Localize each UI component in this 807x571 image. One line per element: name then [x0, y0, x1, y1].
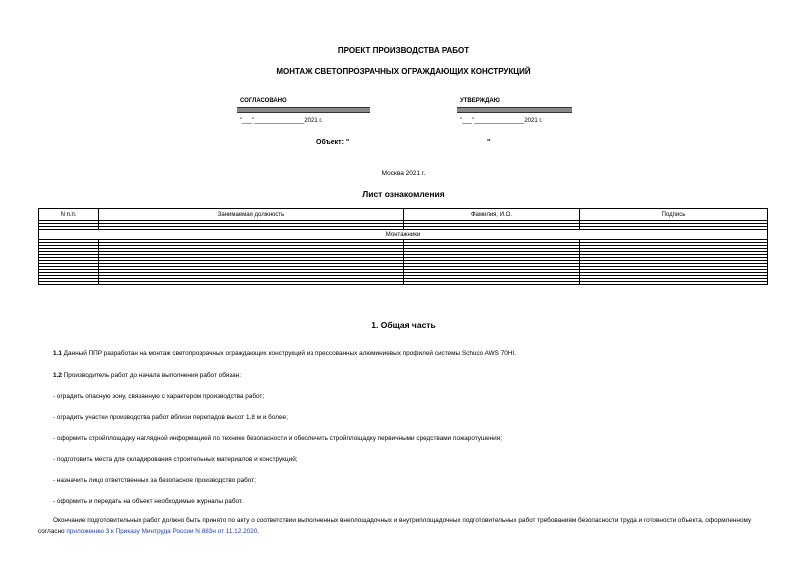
group-row: [39, 230, 768, 240]
document-title: ПРОЕКТ ПРОИЗВОДСТВА РАБОТ: [337, 46, 470, 55]
column-header-number: N п.п.: [39, 209, 99, 221]
table-row: [39, 282, 768, 285]
review-sheet-table: [38, 208, 768, 285]
regulation-link[interactable]: приложению 3 к Приказу Минтруда России N 883н от 11.12.2020: [66, 527, 258, 535]
document-subtitle: МОНТАЖ СВЕТОПРОЗРАЧНЫХ ОГРАЖДАЮЩИХ КОНСТРУКЦИЙ: [276, 67, 531, 76]
final-paragraph-text: Окончание подготовительных работ должно быть принято по акту о соответствии выполненных внеплощадочных и внутриплощадочных подготовительных работ требованиям безопасности труда и готовности объекта, оформленному согласно: [38, 517, 752, 535]
table-cell: [404, 282, 580, 285]
list-item: - подготовить места для складирования строительных материалов и конструкций;: [53, 456, 298, 463]
paragraph-1-2: [53, 372, 241, 379]
section-heading: 1. Общая часть: [371, 320, 436, 330]
final-paragraph: [38, 516, 768, 537]
city-year: Москва 2021 г.: [381, 170, 426, 177]
object-closing-quote: ": [487, 139, 491, 146]
column-header-name: Фамилия, И.О.: [404, 209, 580, 221]
table-header-row: [39, 209, 768, 221]
column-header-position: Занимаемая должность: [99, 209, 404, 221]
table-cell: [99, 282, 404, 285]
list-item: - оградить участки производства работ вблизи перепадов высот 1,8 м и более;: [53, 414, 288, 421]
paragraph-1-1-number: 1.1: [53, 350, 62, 357]
list-item: - назначить лицо ответственных за безопасное производство работ;: [53, 477, 256, 484]
review-sheet-heading: Лист ознакомления: [362, 189, 445, 199]
paragraph-1-1: [53, 350, 516, 357]
table-cell: [39, 282, 99, 285]
paragraph-1-1-text: Данный ППР разработан на монтаж светопрозрачных ограждающих конструкций из прессованных алюминиевых профилей системы Schuco AWS 70HI.: [61, 350, 516, 357]
approval-left-date: "___"_______________2021 г.: [240, 118, 323, 124]
approval-left-signature-line: [237, 107, 370, 113]
paragraph-1-2-text: Производитель работ до начала выполнения работ обязан:: [61, 372, 241, 379]
list-item: - оформить и передать на объект необходимые журналы работ.: [53, 498, 243, 505]
approval-left-label: СОГЛАСОВАНО: [240, 98, 287, 104]
list-item: - оформить стройплощадку наглядной информацией по технике безопасности и обеспечить стройплощадку первичными средствами пожаротушения;: [53, 435, 502, 442]
list-item: - оградить опасную зону, связанную с характером производства работ;: [53, 393, 265, 400]
approval-right-date: "___"_______________2021 г.: [460, 118, 543, 124]
column-header-signature: Подпись: [580, 209, 768, 221]
final-paragraph-end: .: [257, 527, 260, 535]
group-label: Монтажники: [39, 230, 768, 240]
approval-right-signature-line: [457, 107, 572, 113]
object-label: Объект: ": [316, 139, 350, 146]
paragraph-1-2-number: 1.2: [53, 372, 62, 379]
table-cell: [580, 282, 768, 285]
approval-right-label: УТВЕРЖДАЮ: [460, 98, 500, 104]
